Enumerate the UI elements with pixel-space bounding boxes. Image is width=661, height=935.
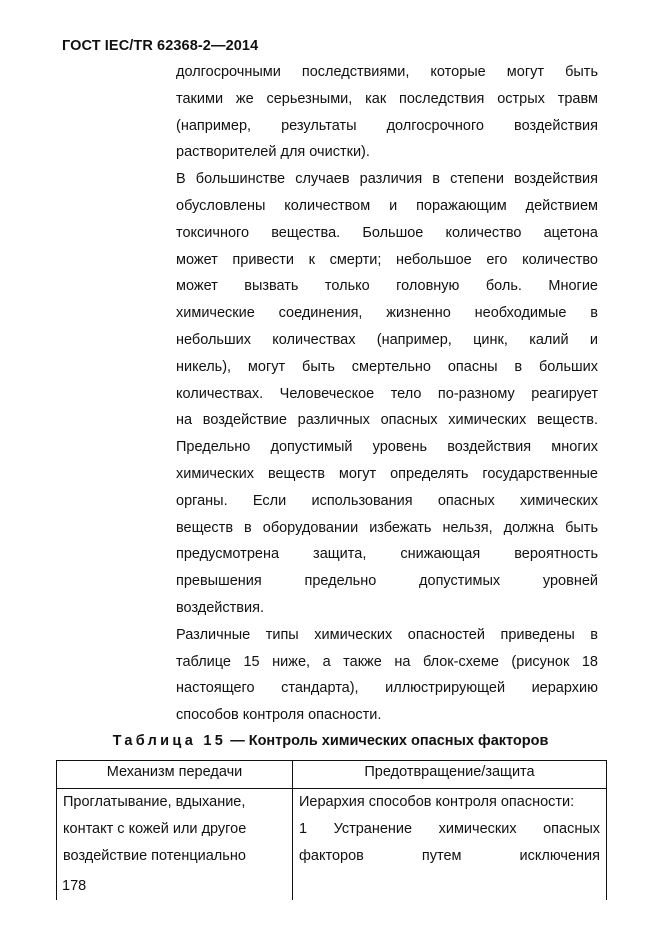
text-line: органы. Если использования опасных химических (176, 492, 598, 509)
column-header-transfer-mechanism: Механизм передачи (57, 761, 293, 789)
text-line: В большинстве случаев различия в степени воздействия (176, 171, 598, 188)
text-line: на воздействие различных опасных химических веществ. (176, 412, 598, 429)
document-header: ГОСТ IEC/TR 62368-2—2014 (62, 38, 259, 54)
text-line: растворителей для очистки). (176, 144, 370, 161)
text-line: химических веществ могут определять государственные (176, 465, 598, 482)
text-line: способов контроля опасности. (176, 707, 382, 724)
text-line: воздействия. (176, 599, 264, 616)
text-line: может привести к смерти; небольшое его количество (176, 251, 598, 268)
cell-line: воздействие потенциально (63, 847, 246, 864)
table-cell-transfer-mechanism (57, 789, 293, 901)
text-line: веществ в оборудовании избежать нельзя, должна быть (176, 519, 598, 536)
text-line: Предельно допустимый уровень воздействия многих (176, 439, 598, 456)
cell-line: 1 Устранение химических опасных (299, 820, 600, 837)
chemical-hazard-table (56, 760, 607, 900)
text-line: долгосрочными последствиями, которые могут быть (176, 64, 598, 80)
text-line: никель), могут быть смертельно опасны в больших (176, 358, 598, 375)
table-row (57, 789, 607, 901)
text-line: настоящего стандарта), иллюстрирующей иерархию (176, 680, 598, 697)
text-line: обусловлены количеством и поражающим действием (176, 197, 598, 214)
table-header-row (57, 761, 607, 789)
column-header-prevention-protection: Предотвращение/защита (293, 761, 607, 789)
cell-line: Иерархия способов контроля опасности: (299, 794, 575, 810)
text-line: может вызвать только головную боль. Многие (176, 278, 598, 295)
text-line: таблице 15 ниже, а также на блок-схеме (рисунок 18 (176, 653, 598, 670)
table-cell-prevention-protection (293, 789, 607, 901)
table-caption-title: — Контроль химических опасных факторов (230, 733, 549, 749)
text-line: превышения предельно допустимых уровней (176, 573, 598, 590)
paragraph-2 (176, 166, 598, 622)
paragraph-1 (176, 59, 598, 166)
text-line: Различные типы химических опасностей приведены в (176, 626, 598, 643)
text-line: химические соединения, жизненно необходимые в (176, 305, 598, 322)
paragraph-3 (176, 622, 598, 729)
text-line: такими же серьезными, как последствия острых травм (176, 90, 598, 107)
table-caption (0, 733, 661, 749)
cell-line: контакт с кожей или другое (63, 820, 247, 837)
text-line: токсичного вещества. Большое количество ацетона (176, 224, 598, 241)
cell-line: факторов путем исключения (299, 847, 600, 864)
text-line: небольших количествах (например, цинк, калий и (176, 331, 598, 348)
body-text (176, 59, 598, 729)
text-line: количествах. Человеческое тело по-разному реагирует (176, 385, 598, 402)
cell-line: Проглатывание, вдыхание, (63, 794, 246, 810)
page-number: 178 (62, 878, 87, 894)
text-line: предусмотрена защита, снижающая вероятность (176, 546, 598, 563)
table-caption-label: Таблица 15 (112, 733, 227, 749)
text-line: (например, результаты долгосрочного воздействия (176, 117, 598, 134)
